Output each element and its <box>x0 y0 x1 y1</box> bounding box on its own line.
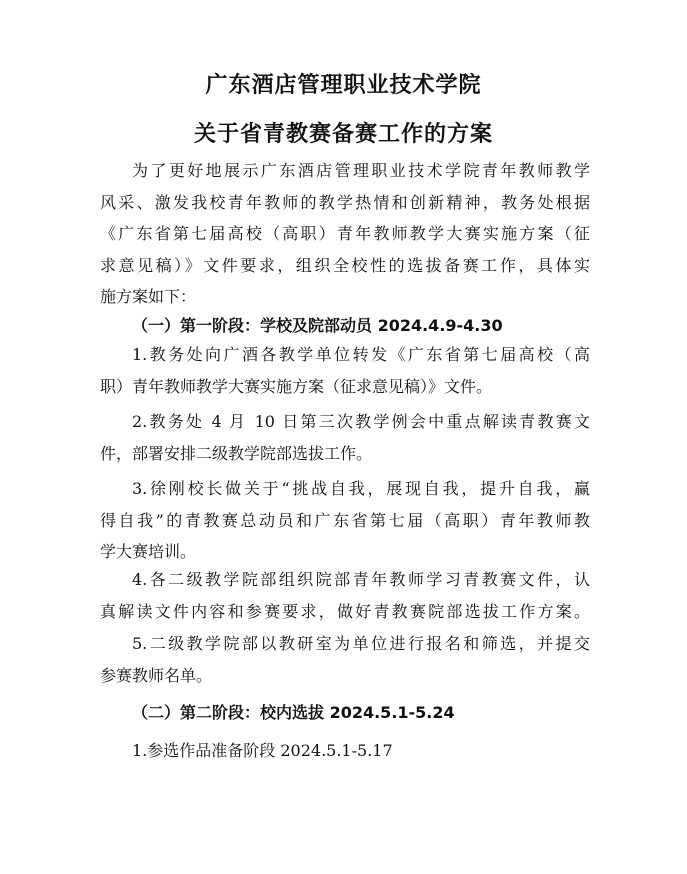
intro-paragraph <box>100 155 590 313</box>
item-line: 1.教务处向广酒各教学单位转发《广东省第七届高校（高 <box>132 345 590 364</box>
intro-line: 为了更好地展示广东酒店管理职业技术学院青年教师教学 <box>132 161 590 180</box>
stage1-item-2 <box>100 406 590 469</box>
stage1-heading: （一）第一阶段：学校及院部动员 2024.4.9-4.30 <box>132 316 503 335</box>
stage2-item-1: 1.参选作品准备阶段 2024.5.1-5.17 <box>132 741 393 760</box>
item-line: 件，部署安排二级教学院部选拔工作。 <box>100 443 373 463</box>
item-line: 参赛教师名单。 <box>100 665 213 685</box>
stage1-item-5 <box>100 628 590 691</box>
intro-line: 施方案如下： <box>100 287 197 306</box>
item-line: 2.教务处 4 月 10 日第三次教学例会中重点解读青教赛文 <box>132 412 590 431</box>
stage2-heading: （二）第二阶段：校内选拔 2024.5.1-5.24 <box>132 703 455 722</box>
stage1-item-4 <box>100 564 590 627</box>
item-line: 4.各二级教学院部组织院部青年教师学习青教赛文件，认 <box>132 570 590 589</box>
item-line: 真解读文件内容和参赛要求，做好青教赛院部选拔工作方案。 <box>100 601 590 621</box>
item-line: 职）青年教师教学大赛实施方案（征求意见稿）》文件。 <box>100 376 493 396</box>
stage1-item-1 <box>100 339 590 402</box>
document-title-line2: 关于省青教赛备赛工作的方案 <box>193 122 493 147</box>
intro-line: 风采、激发我校青年教师的教学热情和创新精神，教务处根据 <box>100 192 590 212</box>
intro-line: 《广东省第七届高校（高职）青年教师教学大赛实施方案（征 <box>100 224 590 243</box>
document-title-line1: 广东酒店管理职业技术学院 <box>205 73 482 98</box>
intro-line: 求意见稿）》文件要求，组织全校性的选拔备赛工作，具体实 <box>100 255 590 275</box>
item-line: 学大赛培训。 <box>100 542 197 561</box>
stage1-item-3 <box>100 473 590 568</box>
item-line: 5.二级教学院部以教研室为单位进行报名和筛选，并提交 <box>132 634 590 653</box>
item-line: 3.徐刚校长做关于“挑战自我，展现自我，提升自我，赢 <box>132 479 590 498</box>
item-line: 得自我”的青教赛总动员和广东省第七届（高职）青年教师教 <box>100 510 590 530</box>
